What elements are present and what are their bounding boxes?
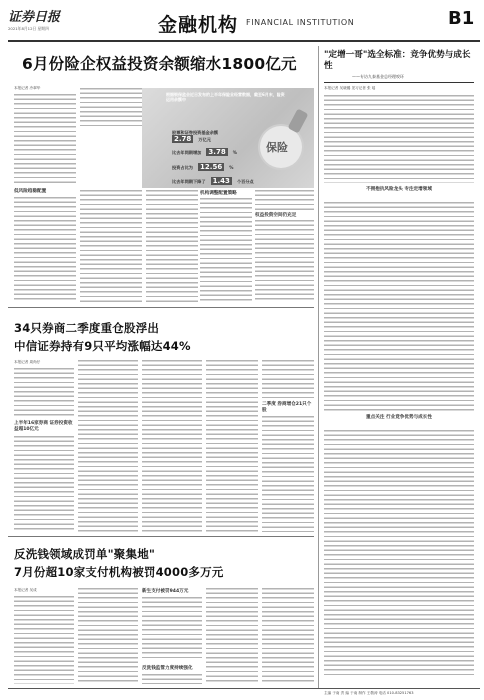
sidebar-text-3: [324, 430, 474, 676]
infographic: [142, 88, 314, 188]
stat-value: 3.78: [208, 148, 226, 156]
story2-col3: [142, 360, 202, 532]
lead-text-col2b: [80, 190, 142, 303]
story3-subhead-1: 新生支付被罚944万元: [142, 589, 189, 594]
lead-subhead-2: 机构调整配置策略: [200, 191, 237, 196]
page-number: B1: [448, 8, 475, 29]
stat-value: 1.43: [212, 177, 230, 185]
sidebar-byline: 本报记者 吴晓璐 见习记者 张 瑶: [324, 86, 376, 90]
lead-byline: 本报记者 冷翠华: [14, 86, 41, 90]
lead-headline: 6月份险企权益投资余额缩水1800亿元: [22, 55, 297, 73]
story2-col2: [78, 360, 138, 532]
masthead-rule: [8, 40, 480, 42]
story3-top-rule: [8, 536, 314, 537]
stat-row-4: [172, 168, 254, 187]
story3-col2: [78, 588, 138, 684]
stat-label: 比去年同期增加: [172, 150, 202, 155]
sidebar-text-1: [324, 95, 474, 183]
story2-byline: 本报记者 周尚仔: [14, 360, 41, 364]
story3-headline-line2: 7月份超10家支付机构被罚4000多万元: [14, 565, 224, 579]
lead-subhead-3: 权益投资空间仍充足: [255, 213, 297, 218]
sidebar-subhead-1: 不拥抱抗风险龙头 专注定增领域: [366, 187, 432, 192]
infographic-intro: 根据银保监会近日发布的上半年保险业经营数据，截至6月末，险资运用余额中: [166, 92, 285, 103]
story2-headline-line1: 34只券商二季度重仓股浮出: [14, 321, 160, 335]
story3-col1: [14, 596, 74, 684]
stat-value: 2.78: [174, 135, 192, 143]
story3-col4: [206, 588, 258, 684]
stat-label: 股票和证券投资基金余额: [172, 130, 219, 135]
story2-top-rule: [8, 307, 314, 308]
sidebar-subhead-2: 重点关注 行业竞争优势与成长性: [366, 415, 432, 420]
lead-text-col1: [14, 94, 76, 186]
story2-col1b: [14, 436, 74, 532]
lead-text-col5b: [255, 220, 314, 303]
story2-subhead-1: 上半年16家券商 证券投资收益超10亿元: [14, 421, 73, 432]
date-line: 2021年8月12日 星期四: [8, 26, 49, 31]
story3-col5: [262, 588, 314, 684]
masthead: [8, 4, 480, 40]
lead-text-col5: [255, 190, 314, 210]
story2-col5b: [262, 416, 314, 532]
footer-rule: [8, 688, 480, 689]
section-english: FINANCIAL INSTITUTION: [246, 18, 355, 27]
story3-col3: [142, 597, 202, 661]
sidebar-subtitle: ——专访九泰基金总经理咬环: [352, 74, 404, 79]
lead-subhead-1: 低风险趋稳配置: [14, 189, 47, 194]
sidebar-text-2: [324, 202, 474, 412]
story2-subhead-2: 二季度 券商增仓21只个股: [262, 402, 312, 413]
story2-col5a: [262, 360, 314, 400]
stat-unit: %: [229, 165, 234, 170]
story3-subhead-2: 反洗钱监管力度持续强化: [142, 666, 193, 671]
paper-name: 证券日报: [8, 10, 61, 25]
stat-unit: %: [232, 150, 237, 155]
stamp-label: 保险: [266, 141, 288, 154]
lead-text-col3: [146, 190, 198, 303]
story2-col1a: [14, 368, 74, 418]
section-title: 金融机构: [158, 14, 239, 36]
story3-col3b: [142, 674, 202, 684]
sidebar-divider: [318, 46, 319, 688]
stat-label: 比去年同期下降了: [172, 179, 206, 184]
stat-label: 投资占比为: [172, 165, 193, 170]
story2-headline-line2: 中信证券持有9只平均涨幅达44%: [14, 339, 191, 353]
story2-col4: [206, 360, 258, 532]
stamp-handle-icon: [288, 108, 309, 133]
story3-byline: 本报记者 吴成: [14, 588, 37, 592]
lead-text-col4: [200, 198, 252, 303]
sidebar-headline: "定增一哥"选全标准：竞争优势与成长性: [324, 50, 471, 71]
stat-unit: 万亿元: [198, 137, 211, 142]
stat-value: 12.56: [200, 163, 223, 171]
lead-text-col1b: [14, 197, 76, 303]
footer-editor-line: 主编 于南 责 编 于南 制作 王敬涛 电话 010-83251763: [324, 691, 414, 695]
lead-text-col2: [80, 88, 142, 126]
sidebar-title-rule: [324, 82, 474, 83]
story3-headline-line1: 反洗钱领域成罚单"聚集地": [14, 547, 156, 561]
stat-unit: 个百分点: [236, 179, 254, 184]
